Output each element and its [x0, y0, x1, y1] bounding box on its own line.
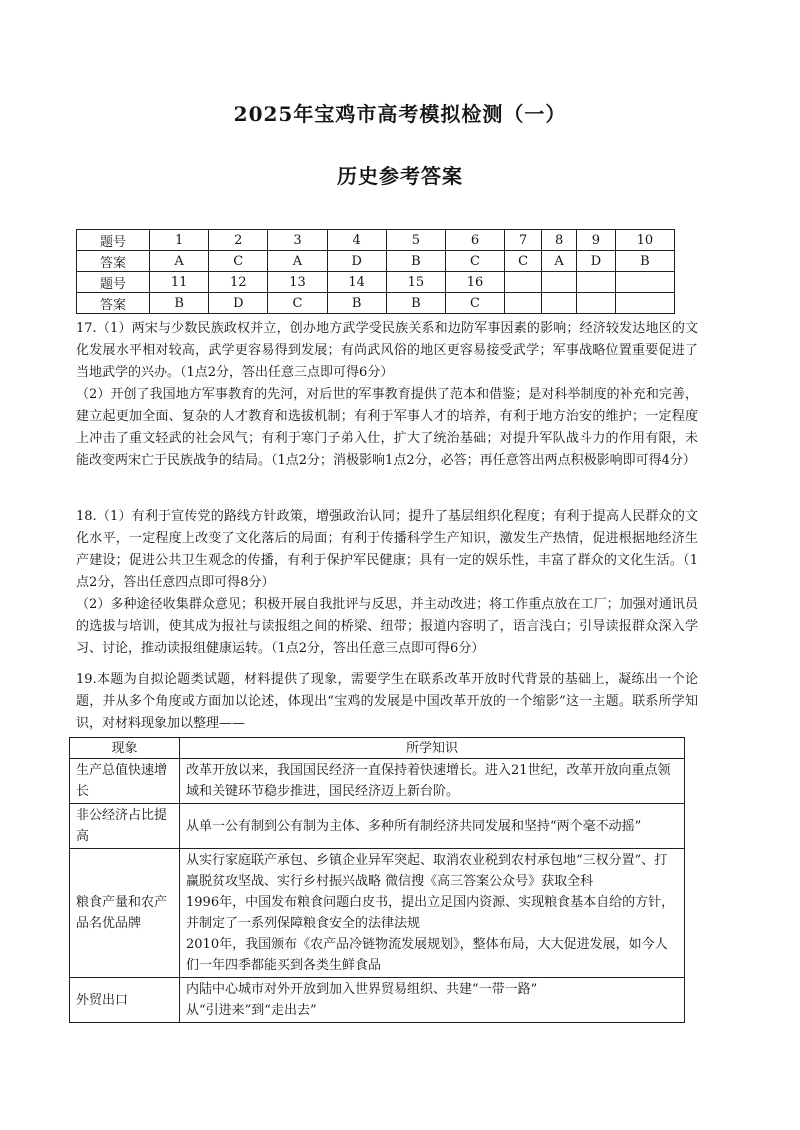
- answer-cell: 9: [577, 230, 616, 251]
- knowledge-line: 从实行家庭联产承包、乡镇企业异军突起、取消农业税到农村承包地“三权分置”、打赢脱贫攻坚战、实行乡村振兴战略 微信搜《高三答案公众号》获取全科: [186, 853, 668, 889]
- answer-cell: 6: [445, 230, 504, 251]
- knowledge-line: 从“引进来”到“走出去”: [186, 1003, 317, 1018]
- knowledge-table: [69, 737, 685, 1023]
- page-title: 2025年宝鸡市高考模拟检测（一）: [233, 102, 567, 126]
- answer-cell: 1: [150, 230, 209, 251]
- q17-part2: （2）开创了我国地方军事教育的先河，对后世的军事教育提供了范本和借鉴；是对科举制度的补充和完善，建立起更加全面、复杂的人才教育和选拔机制；有利于军事人才的培养，有利于地方治安的维护；一定程度上冲击了重文轻武的社会风气；有利于寒门子弟入仕，扩大了统治基础；对提升军队战斗力的作用有限，未能改变两宋亡于民族战争的结局。（1点2分；消极影响1点2分，必答；再任意答出两点积极影响即可得4分）: [76, 387, 698, 468]
- answer-row-label: 题号: [77, 272, 150, 293]
- answer-table-row: [77, 293, 675, 314]
- answer-cell: C: [445, 293, 504, 314]
- q17-answer: [76, 318, 698, 472]
- answer-cell: 13: [268, 272, 327, 293]
- answer-cell: C: [505, 251, 542, 272]
- knowledge-cell: [180, 849, 685, 978]
- answer-cell: D: [577, 251, 616, 272]
- knowledge-line: 从单一公有制到公有制为主体、多种所有制经济共同发展和坚持“两个毫不动摇”: [186, 818, 642, 834]
- knowledge-table-row: [70, 759, 685, 804]
- answer-cell: 12: [209, 272, 268, 293]
- knowledge-line: 1996年，中国发布粮食问题白皮书，提出立足国内资源、实现粮食基本自给的方针，并制定了一系列保障粮食安全的法律法规: [186, 895, 675, 931]
- answer-row-label: 题号: [77, 230, 150, 251]
- q18-part2: （2）多种途径收集群众意见；积极开展自我批评与反思，并主动改进；将工作重点放在工厂；加强对通讯员的选拔与培训，使其成为报社与读报组之间的桥梁、纽带；报道内容明了，语言浅白；引导读报群众深入学习、讨论，推动读报组健康运转。（1点2分，答出任意三点即可得6分）: [76, 597, 698, 656]
- knowledge-cell: [180, 759, 685, 804]
- answer-cell: [615, 272, 674, 293]
- q18-answer: [76, 506, 698, 660]
- answer-cell: [577, 272, 616, 293]
- answer-cell: B: [327, 293, 386, 314]
- phenomenon-cell: 生产总值快速增长: [70, 759, 180, 804]
- answer-table: [76, 229, 675, 314]
- phenomenon-cell: 外贸出口: [70, 978, 180, 1023]
- answer-cell: D: [209, 293, 268, 314]
- answer-cell: C: [209, 251, 268, 272]
- knowledge-table-row: [70, 978, 685, 1023]
- knowledge-cell: [180, 804, 685, 849]
- answer-cell: 2: [209, 230, 268, 251]
- answer-cell: C: [445, 251, 504, 272]
- answer-cell: 16: [445, 272, 504, 293]
- answer-cell: 10: [615, 230, 674, 251]
- answer-cell: [542, 293, 577, 314]
- answer-table-row: [77, 272, 675, 293]
- knowledge-line: 内陆中心城市对外开放到加入世界贸易组织、共建“一带一路”: [186, 982, 538, 997]
- answer-row-label: 答案: [77, 251, 150, 272]
- phenomenon-cell: 粮食产量和农产品名优品牌: [70, 849, 180, 978]
- knowledge-table-header: [70, 738, 685, 759]
- answer-row-label: 答案: [77, 293, 150, 314]
- answer-cell: [577, 293, 616, 314]
- answer-cell: 3: [268, 230, 327, 251]
- knowledge-table-row: [70, 849, 685, 978]
- answer-cell: B: [150, 293, 209, 314]
- answer-table-row: [77, 230, 675, 251]
- answer-cell: B: [386, 293, 445, 314]
- answer-cell: [542, 272, 577, 293]
- page-subtitle: 历史参考答案: [337, 164, 463, 188]
- answer-cell: 11: [150, 272, 209, 293]
- q19-intro-text: 19.本题为自拟论题类试题，材料提供了现象，需要学生在联系改革开放时代背景的基础上，凝练出一个论题，并从多个角度或方面加以论述，体现出“宝鸡的发展是中国改革开放的一个缩影”这一主题。联系所学知识，对材料现象加以整理——: [76, 672, 698, 731]
- answer-cell: 15: [386, 272, 445, 293]
- knowledge-line: 2010年，我国颁布《农产品冷链物流发展规划》，整体布局，大大促进发展，如今人们一年四季都能买到各类生鲜食品: [186, 937, 668, 973]
- answer-cell: B: [615, 251, 674, 272]
- answer-cell: A: [268, 251, 327, 272]
- knowledge-line: 改革开放以来，我国国民经济一直保持着快速增长。进入21世纪，改革开放向重点领域和关键环节稳步推进，国民经济迈上新台阶。: [186, 763, 671, 799]
- knowledge-table-row: [70, 804, 685, 849]
- answer-cell: [505, 293, 542, 314]
- answer-cell: 4: [327, 230, 386, 251]
- answer-cell: D: [327, 251, 386, 272]
- answer-cell: 8: [542, 230, 577, 251]
- answer-cell: C: [268, 293, 327, 314]
- phenomenon-cell: 非公经济占比提高: [70, 804, 180, 849]
- header-phenomenon: 现象: [70, 738, 180, 759]
- q18-part1: 18.（1）有利于宣传党的路线方针政策，增强政治认同；提升了基层组织化程度；有利于提高人民群众的文化水平，一定程度上改变了文化落后的局面；有利于传播科学生产知识，激发生产热情，促进根据地经济生产建设；促进公共卫生观念的传播，有利于保护军民健康；具有一定的娱乐性，丰富了群众的文化生活。（1点2分，答出任意四点即可得8分）: [76, 509, 698, 590]
- answer-table-row: [77, 251, 675, 272]
- answer-cell: B: [386, 251, 445, 272]
- answer-cell: 5: [386, 230, 445, 251]
- answer-cell: A: [542, 251, 577, 272]
- answer-cell: 7: [505, 230, 542, 251]
- q19-intro: [76, 669, 698, 735]
- answer-cell: [505, 272, 542, 293]
- answer-cell: 14: [327, 272, 386, 293]
- answer-cell: A: [150, 251, 209, 272]
- header-knowledge: 所学知识: [180, 738, 685, 759]
- q17-part1: 17.（1）两宋与少数民族政权并立，创办地方武学受民族关系和边防军事因素的影响；经济较发达地区的文化发展水平相对较高，武学更容易得到发展；有尚武风俗的地区更容易接受武学；军事战略位置重要促进了当地武学的兴办。（1点2分，答出任意三点即可得6分）: [76, 321, 698, 380]
- answer-cell: [615, 293, 674, 314]
- knowledge-cell: [180, 978, 685, 1023]
